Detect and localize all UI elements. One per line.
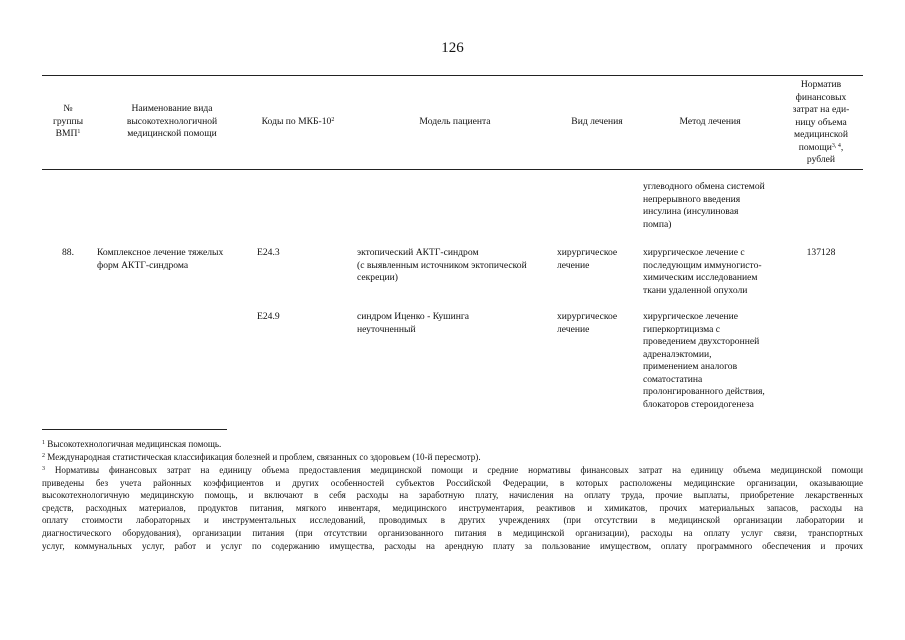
footnote-3-line: услуг, коммунальных услуг, работ и услуг по содержанию имущества, расходы на арендную плату за пользование имуществом, оплату программного обеспечения и прочих: [42, 540, 863, 551]
table-header-rule: [42, 169, 863, 170]
row-treatment-method: хирургическое лечение гиперкортицизма с проведением двухсторонней адреналэктомии, применением аналогов соматостатина пролонгированного действия, блокаторов стероидогенеза: [643, 311, 765, 410]
row-icd-code: E24.3: [257, 247, 280, 258]
footnote-3-line: высокотехнологичную медицинскую помощь, и включают в себя расходы на заработную плату, начисления на оплату труда, прочие выплаты, приобретение лекарственных: [42, 490, 863, 501]
row-cost-norm: 137128: [806, 247, 836, 258]
continued-method-text: углеводного обмена системой непрерывного введения инсулина (инсулиновая помпа): [643, 181, 765, 230]
footnote-separator: [42, 429, 227, 430]
footnote-3: [42, 464, 863, 552]
table-top-rule: [42, 75, 863, 76]
header-group-number: № группы ВМП$^1$: [52, 103, 84, 139]
header-icd-codes: Коды по МКБ-$10^2$: [261, 116, 335, 127]
header-cost-norm: Норматив финансовых затрат на еди- ницу объема медицинской помощи$^{3, 4}$, рублей: [792, 79, 850, 165]
row-icd-code: E24.9: [257, 311, 280, 322]
header-treatment-method: Метод лечения: [679, 116, 741, 127]
row-treatment-method: хирургическое лечение с последующим иммуногисто- химическим исследованием ткани удаленной опухоли: [643, 247, 762, 296]
page-number: 126: [441, 40, 464, 56]
header-treatment-type: Вид лечения: [571, 116, 623, 127]
row-patient-model: эктопический АКТГ-синдром (с выявленным источником эктопической секреции): [357, 247, 527, 283]
header-patient-model: Модель пациента: [419, 116, 491, 127]
footnote-3-line: $^3$ Нормативы финансовых затрат на единицу объема предоставления медицинской помощи и средние нормативы финансовых затрат на единицу объема медицинской помощи: [42, 465, 863, 475]
row-treatment-type: хирургическое лечение: [557, 311, 618, 335]
footnote-1: $^1$ Высокотехнологичная медицинская помощь.: [42, 439, 222, 449]
footnote-2: $^2$ Международная статистическая классификация болезней и проблем, связанных со здоровьем (10-й пересмотр).: [42, 452, 481, 462]
footnote-3-line: приведены без учета районных коэффициентов и других особенностей субъектов Российской Федерации, в которых расположены медицинские организации, оказывающие: [42, 477, 863, 488]
row-care-type: Комплексное лечение тяжелых форм АКТГ-синдрома: [97, 247, 224, 271]
header-care-type: Наименование вида высокотехнологичной медицинской помощи: [126, 103, 218, 139]
footnote-3-line: средств, расходных материалов, продуктов питания, мягкого инвентаря, медицинского инструментария, реактивов и химикатов, прочих материальных запасов, расходы на: [42, 502, 863, 513]
footnote-3-line: оплату стоимости лабораторных и инструментальных исследований, проводимых в других учреждениях (при отсутствии в медицинской организации лаборатории и: [42, 515, 863, 526]
row-patient-model: синдром Иценко - Кушинга неуточненный: [357, 311, 470, 335]
row-treatment-type: хирургическое лечение: [557, 247, 618, 271]
row-group-number: 88.: [62, 247, 74, 258]
footnote-3-line: диагностического оборудования), организации питания (при отсутствии организованного питания в медицинской организации), расходы на оплату услуг связи, транспортных: [42, 527, 863, 538]
